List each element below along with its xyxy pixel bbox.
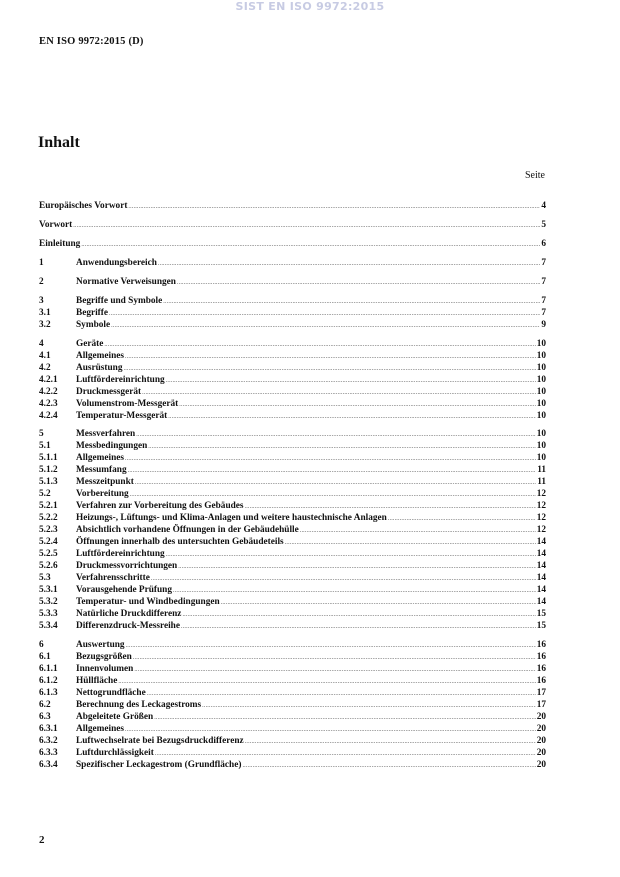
toc-entry-page: 14 bbox=[536, 597, 546, 607]
toc-entry-number: 5.3 bbox=[39, 573, 51, 583]
toc-entry-title: Nettogrundfläche bbox=[76, 687, 146, 698]
toc-entry-title: Luftdurchlässigkeit bbox=[76, 747, 154, 758]
toc-entry[interactable] bbox=[39, 219, 546, 231]
toc-entry-number: 5.3.4 bbox=[39, 621, 58, 631]
toc-entry-page: 9 bbox=[541, 320, 546, 330]
toc-entry-page: 4 bbox=[541, 201, 546, 211]
toc-entry-title: Messbedingungen bbox=[76, 441, 148, 451]
toc-entry-number: 6.2 bbox=[39, 699, 51, 710]
toc-entry-title: Anwendungsbereich bbox=[76, 258, 157, 268]
toc-dot-leader bbox=[155, 748, 536, 759]
toc-dot-leader bbox=[124, 363, 536, 374]
toc-entry-page: 14 bbox=[536, 537, 546, 547]
toc-entry-page: 14 bbox=[536, 573, 546, 583]
toc-entry[interactable] bbox=[39, 747, 546, 759]
toc-entry-title: Luftwechselrate bei Bezugsdruckdifferenz bbox=[76, 735, 244, 746]
toc-dot-leader bbox=[168, 411, 535, 422]
toc-entry-page: 20 bbox=[536, 747, 546, 758]
toc-entry-title: Vorbereitung bbox=[76, 489, 129, 499]
toc-entry-number: 3.1 bbox=[39, 308, 51, 318]
toc-entry[interactable] bbox=[39, 410, 546, 422]
toc-dot-leader bbox=[242, 760, 535, 771]
toc-entry-page: 15 bbox=[536, 621, 546, 631]
toc-dot-leader bbox=[388, 513, 536, 524]
toc-entry-page: 10 bbox=[536, 338, 546, 349]
toc-entry-title: Vorausgehende Prüfung bbox=[76, 585, 172, 595]
toc-entry[interactable] bbox=[39, 338, 546, 350]
toc-entry[interactable] bbox=[39, 295, 546, 307]
toc-entry-title: Verfahren zur Vorbereitung des Gebäudes bbox=[76, 501, 244, 511]
toc-entry-number: 5.3.1 bbox=[39, 585, 58, 595]
toc-entry[interactable] bbox=[39, 548, 546, 560]
toc-entry[interactable] bbox=[39, 319, 546, 331]
toc-entry-title: Druckmessgerät bbox=[76, 386, 142, 397]
toc-entry[interactable] bbox=[39, 639, 546, 651]
toc-dot-leader bbox=[221, 597, 536, 608]
toc-entry-number: 6.3.2 bbox=[39, 735, 58, 746]
toc-dot-leader bbox=[111, 320, 540, 331]
toc-entry-title: Druckmessvorrichtungen bbox=[76, 561, 178, 571]
toc-entry[interactable] bbox=[39, 440, 546, 452]
toc-entry-page: 16 bbox=[536, 675, 546, 686]
toc-entry-title: Öffnungen innerhalb des untersuchten Gebäudeteils bbox=[76, 537, 284, 547]
toc-entry-title: Luftfördereinrichtung bbox=[76, 549, 165, 559]
toc-dot-leader bbox=[130, 489, 536, 500]
toc-entry-page: 20 bbox=[536, 735, 546, 746]
toc-dot-leader bbox=[148, 441, 535, 452]
toc-entry-page: 10 bbox=[536, 374, 546, 385]
toc-entry-page: 12 bbox=[536, 525, 546, 535]
toc-entry[interactable] bbox=[39, 536, 546, 548]
toc-entry-title: Temperatur-Messgerät bbox=[76, 410, 168, 421]
toc-entry-number: 6.3 bbox=[39, 711, 51, 722]
toc-entry-number: 5.1.1 bbox=[39, 453, 58, 463]
toc-entry[interactable] bbox=[39, 699, 546, 711]
toc-entry-page: 17 bbox=[536, 687, 546, 698]
watermark: SIST EN ISO 9972:2015 bbox=[235, 0, 385, 13]
toc-entry-number: 4.2.4 bbox=[39, 410, 58, 421]
toc-dot-leader bbox=[177, 277, 540, 288]
toc-entry-title: Europäisches Vorwort bbox=[39, 201, 128, 211]
toc-entry[interactable] bbox=[39, 512, 546, 524]
toc-entry[interactable] bbox=[39, 651, 546, 663]
toc-entry-title: Normative Verweisungen bbox=[76, 277, 176, 287]
toc-dot-leader bbox=[125, 724, 536, 735]
toc-dot-leader bbox=[245, 501, 536, 512]
toc-entry[interactable] bbox=[39, 735, 546, 747]
toc-entry[interactable] bbox=[39, 711, 546, 723]
toc-entry-number: 6.3.3 bbox=[39, 747, 58, 758]
toc-entry-number: 5.1 bbox=[39, 441, 51, 451]
toc-entry[interactable] bbox=[39, 524, 546, 536]
toc-dot-leader bbox=[73, 220, 540, 231]
toc-entry-number: 6.1.1 bbox=[39, 663, 58, 674]
toc-entry[interactable] bbox=[39, 350, 546, 362]
toc-entry[interactable] bbox=[39, 675, 546, 687]
toc-entry-number: 5.2.4 bbox=[39, 537, 58, 547]
toc-entry-page: 10 bbox=[536, 398, 546, 409]
toc-entry[interactable] bbox=[39, 398, 546, 410]
page-column-label: Seite bbox=[525, 170, 545, 181]
toc-entry-title: Vorwort bbox=[39, 220, 73, 230]
toc-entry[interactable] bbox=[39, 620, 546, 632]
toc-entry-title: Begriffe bbox=[76, 308, 109, 318]
toc-entry-number: 5.2 bbox=[39, 489, 51, 499]
toc-entry-title: Geräte bbox=[76, 338, 104, 349]
toc-entry-title: Berechnung des Leckagestroms bbox=[76, 699, 202, 710]
toc-entry-page: 5 bbox=[541, 220, 546, 230]
toc-entry[interactable] bbox=[39, 428, 546, 440]
toc-entry-title: Innenvolumen bbox=[76, 663, 134, 674]
toc-entry-page: 12 bbox=[536, 501, 546, 511]
toc-entry-number: 4.2.1 bbox=[39, 374, 58, 385]
toc-entry-title: Spezifischer Leckagestrom (Grundfläche) bbox=[76, 759, 242, 770]
toc-entry-number: 5.2.1 bbox=[39, 501, 58, 511]
toc-entry-title: Begriffe und Symbole bbox=[76, 296, 163, 306]
toc-entry-page: 12 bbox=[536, 489, 546, 499]
toc-heading: Inhalt bbox=[38, 134, 80, 151]
toc-entry-title: Differenzdruck-Messreihe bbox=[76, 621, 180, 631]
toc-entry-page: 7 bbox=[541, 308, 546, 318]
toc-dot-leader bbox=[134, 664, 535, 675]
toc-dot-leader bbox=[147, 688, 536, 699]
toc-entry-number: 4.2.3 bbox=[39, 398, 58, 409]
toc-entry-number: 6.1.2 bbox=[39, 675, 58, 686]
toc-entry[interactable] bbox=[39, 386, 546, 398]
toc-entry[interactable] bbox=[39, 276, 546, 288]
toc-dot-leader bbox=[81, 239, 540, 250]
toc-entry[interactable] bbox=[39, 257, 546, 269]
toc-entry[interactable] bbox=[39, 362, 546, 374]
toc-entry-title: Verfahrensschritte bbox=[76, 573, 150, 583]
toc-entry-page: 14 bbox=[536, 549, 546, 559]
toc-entry-page: 16 bbox=[536, 663, 546, 674]
toc-dot-leader bbox=[182, 609, 535, 620]
toc-entry-page: 14 bbox=[536, 561, 546, 571]
toc-entry[interactable] bbox=[39, 596, 546, 608]
toc-entry-page: 10 bbox=[536, 441, 546, 451]
toc-entry-number: 6.3.4 bbox=[39, 759, 58, 770]
document-id: EN ISO 9972:2015 (D) bbox=[39, 36, 144, 47]
toc-entry-page: 17 bbox=[536, 699, 546, 710]
toc-dot-leader bbox=[202, 700, 536, 711]
toc-entry[interactable] bbox=[39, 572, 546, 584]
toc-entry-page: 7 bbox=[541, 296, 546, 306]
toc-entry[interactable] bbox=[39, 452, 546, 464]
toc-dot-leader bbox=[125, 351, 536, 362]
toc-entry-number: 4 bbox=[39, 338, 44, 349]
toc-entry[interactable] bbox=[39, 687, 546, 699]
toc-entry-title: Messumfang bbox=[76, 465, 127, 475]
toc-entry-page: 6 bbox=[541, 239, 546, 249]
toc-entry-page: 10 bbox=[536, 350, 546, 361]
toc-entry-page: 7 bbox=[541, 258, 546, 268]
toc-entry-number: 3.2 bbox=[39, 320, 51, 330]
toc-entry-title: Volumenstrom-Messgerät bbox=[76, 398, 179, 409]
toc-entry[interactable] bbox=[39, 663, 546, 675]
toc-entry-title: Heizungs-, Lüftungs- und Klima-Anlagen und weitere haustechnische Anlagen bbox=[76, 513, 387, 523]
toc-entry-number: 4.1 bbox=[39, 350, 51, 361]
toc-dot-leader bbox=[104, 339, 535, 350]
toc-dot-leader bbox=[163, 296, 540, 307]
toc-entry-title: Symbole bbox=[76, 320, 111, 330]
toc-entry-page: 10 bbox=[536, 429, 546, 439]
toc-entry[interactable] bbox=[39, 476, 546, 488]
toc-entry-page: 10 bbox=[536, 410, 546, 421]
toc-dot-leader bbox=[125, 453, 536, 464]
toc-entry[interactable] bbox=[39, 200, 546, 212]
toc-dot-leader bbox=[179, 399, 535, 410]
toc-entry-number: 6.1.3 bbox=[39, 687, 58, 698]
toc-dot-leader bbox=[154, 712, 536, 723]
toc-entry-title: Bezugsgrößen bbox=[76, 651, 132, 662]
toc-entry[interactable] bbox=[39, 488, 546, 500]
table-of-contents bbox=[39, 200, 546, 771]
toc-entry-page: 20 bbox=[536, 711, 546, 722]
toc-entry[interactable] bbox=[39, 584, 546, 596]
toc-entry-page: 20 bbox=[536, 723, 546, 734]
toc-entry[interactable] bbox=[39, 759, 546, 771]
toc-entry-title: Einleitung bbox=[39, 239, 81, 249]
toc-entry[interactable] bbox=[39, 307, 546, 319]
toc-entry-title: Allgemeines bbox=[76, 453, 125, 463]
toc-entry-title: Messverfahren bbox=[76, 429, 136, 439]
toc-entry-title: Abgeleitete Größen bbox=[76, 711, 154, 722]
toc-dot-leader bbox=[300, 525, 536, 536]
toc-entry-number: 5 bbox=[39, 429, 44, 439]
toc-entry-title: Absichtlich vorhandene Öffnungen in der Gebäudehülle bbox=[76, 525, 299, 535]
toc-entry-title: Allgemeines bbox=[76, 350, 125, 361]
toc-entry[interactable] bbox=[39, 464, 546, 476]
toc-entry-number: 3 bbox=[39, 296, 44, 306]
toc-entry-page: 7 bbox=[541, 277, 546, 287]
toc-entry-number: 5.1.2 bbox=[39, 465, 58, 475]
toc-entry-page: 14 bbox=[536, 585, 546, 595]
toc-dot-leader bbox=[181, 621, 536, 632]
toc-entry[interactable] bbox=[39, 560, 546, 572]
toc-entry-title: Allgemeines bbox=[76, 723, 125, 734]
toc-entry-page: 10 bbox=[536, 386, 546, 397]
toc-dot-leader bbox=[118, 676, 535, 687]
toc-dot-leader bbox=[245, 736, 536, 747]
toc-entry-title: Natürliche Druckdifferenz bbox=[76, 609, 182, 619]
toc-dot-leader bbox=[136, 429, 535, 440]
toc-dot-leader bbox=[285, 537, 536, 548]
toc-entry[interactable] bbox=[39, 374, 546, 386]
toc-entry-title: Luftfördereinrichtung bbox=[76, 374, 165, 385]
toc-entry-number: 6.1 bbox=[39, 651, 51, 662]
toc-entry-title: Temperatur- und Windbedingungen bbox=[76, 597, 220, 607]
toc-dot-leader bbox=[133, 652, 536, 663]
toc-entry-page: 11 bbox=[537, 465, 546, 475]
toc-entry-page: 15 bbox=[536, 609, 546, 619]
toc-entry-page: 11 bbox=[537, 477, 546, 487]
toc-dot-leader bbox=[128, 465, 537, 476]
toc-dot-leader bbox=[135, 477, 536, 488]
toc-dot-leader bbox=[142, 387, 536, 398]
toc-entry-page: 20 bbox=[536, 759, 546, 770]
toc-entry-number: 4.2 bbox=[39, 362, 51, 373]
toc-entry-page: 16 bbox=[536, 639, 546, 650]
toc-entry-number: 5.2.6 bbox=[39, 561, 58, 571]
toc-entry[interactable] bbox=[39, 608, 546, 620]
toc-entry-page: 10 bbox=[536, 453, 546, 463]
toc-entry-number: 6.3.1 bbox=[39, 723, 58, 734]
toc-dot-leader bbox=[158, 258, 540, 269]
toc-entry[interactable] bbox=[39, 238, 546, 250]
toc-dot-leader bbox=[128, 201, 540, 212]
toc-entry-number: 5.2.3 bbox=[39, 525, 58, 535]
toc-entry-number: 2 bbox=[39, 277, 44, 287]
page-number: 2 bbox=[39, 834, 45, 846]
toc-entry-page: 16 bbox=[536, 651, 546, 662]
toc-entry-number: 5.3.2 bbox=[39, 597, 58, 607]
toc-dot-leader bbox=[109, 308, 540, 319]
toc-entry-number: 6 bbox=[39, 639, 44, 650]
toc-entry-number: 5.2.2 bbox=[39, 513, 58, 523]
toc-entry-title: Messzeitpunkt bbox=[76, 477, 134, 487]
toc-entry-title: Hüllfläche bbox=[76, 675, 118, 686]
toc-entry-title: Auswertung bbox=[76, 639, 125, 650]
toc-dot-leader bbox=[151, 573, 536, 584]
toc-entry[interactable] bbox=[39, 500, 546, 512]
toc-entry-number: 4.2.2 bbox=[39, 386, 58, 397]
toc-entry-title: Ausrüstung bbox=[76, 362, 123, 373]
toc-dot-leader bbox=[166, 549, 536, 560]
toc-dot-leader bbox=[166, 375, 536, 386]
toc-entry-number: 1 bbox=[39, 258, 44, 268]
toc-entry-page: 12 bbox=[536, 513, 546, 523]
toc-entry-page: 10 bbox=[536, 362, 546, 373]
toc-dot-leader bbox=[126, 640, 536, 651]
toc-entry[interactable] bbox=[39, 723, 546, 735]
toc-dot-leader bbox=[178, 561, 535, 572]
toc-entry-number: 5.3.3 bbox=[39, 609, 58, 619]
toc-dot-leader bbox=[173, 585, 536, 596]
toc-entry-number: 5.1.3 bbox=[39, 477, 58, 487]
toc-entry-number: 5.2.5 bbox=[39, 549, 58, 559]
